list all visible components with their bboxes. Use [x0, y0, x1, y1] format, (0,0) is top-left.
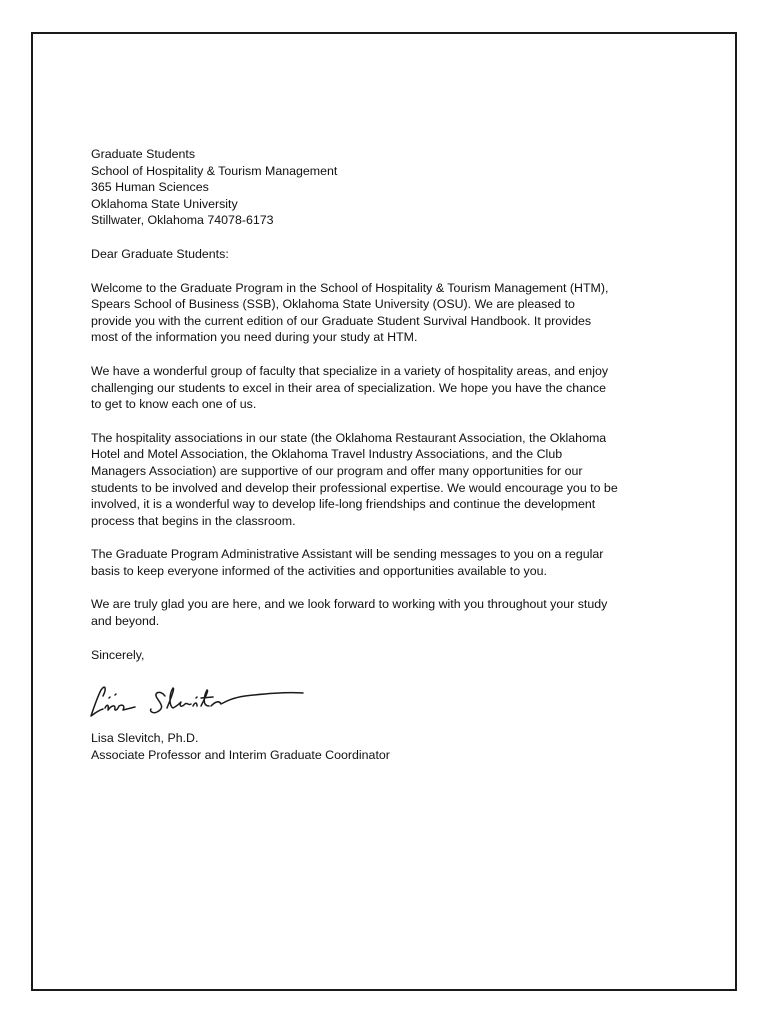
paragraph-faculty: We have a wonderful group of faculty that specialize in a variety of hospitality areas, and enjoy challenging our students to excel in their area of specialization. We hope you have the chance to get to know each one of us.: [91, 363, 609, 412]
signer-title: Associate Professor and Interim Graduate Coordinator: [91, 747, 390, 762]
recipient-address: [91, 146, 691, 229]
address-line-city: Stillwater, Oklahoma 74078-6173: [91, 213, 274, 228]
paragraph-assistant: The Graduate Program Administrative Assistant will be sending messages to you on a regular basis to keep everyone informed of the activities and opportunities available to you.: [91, 547, 604, 578]
signer-name: Lisa Slevitch, Ph.D.: [91, 731, 199, 746]
letter-body: [91, 146, 691, 780]
address-line-building: 365 Human Sciences: [91, 180, 209, 195]
handwritten-signature: [85, 676, 315, 726]
address-line-recipient: Graduate Students: [91, 147, 196, 161]
salutation: Dear Graduate Students:: [91, 246, 229, 261]
address-line-university: Oklahoma State University: [91, 196, 238, 211]
closing: Sincerely,: [91, 647, 145, 662]
address-line-school: School of Hospitality & Tourism Management: [91, 163, 338, 178]
paragraph-closing-remarks: We are truly glad you are here, and we look forward to working with you throughout your study and beyond.: [91, 597, 608, 629]
paragraph-welcome: Welcome to the Graduate Program in the School of Hospitality & Tourism Management (HTM), Spears School of Business (SSB), Oklahoma State University (OSU). We are pleased to provide you with the current edition of our Graduate Student Survival Handbook. It provides most of the information you need during your study at HTM.: [91, 280, 609, 345]
paragraph-associations: The hospitality associations in our state (the Oklahoma Restaurant Association, the Oklahoma Hotel and Motel Association, the Oklahoma Travel Industry Associations, and the Club Managers Association) are supportive of our program and offer many opportunities for our students to be involved and develop their professional expertise. We would encourage you to be involved, it is a wonderful way to develop life-long friendships and continue the development process that begins in the classroom.: [91, 430, 618, 528]
signer-block: [91, 730, 691, 763]
